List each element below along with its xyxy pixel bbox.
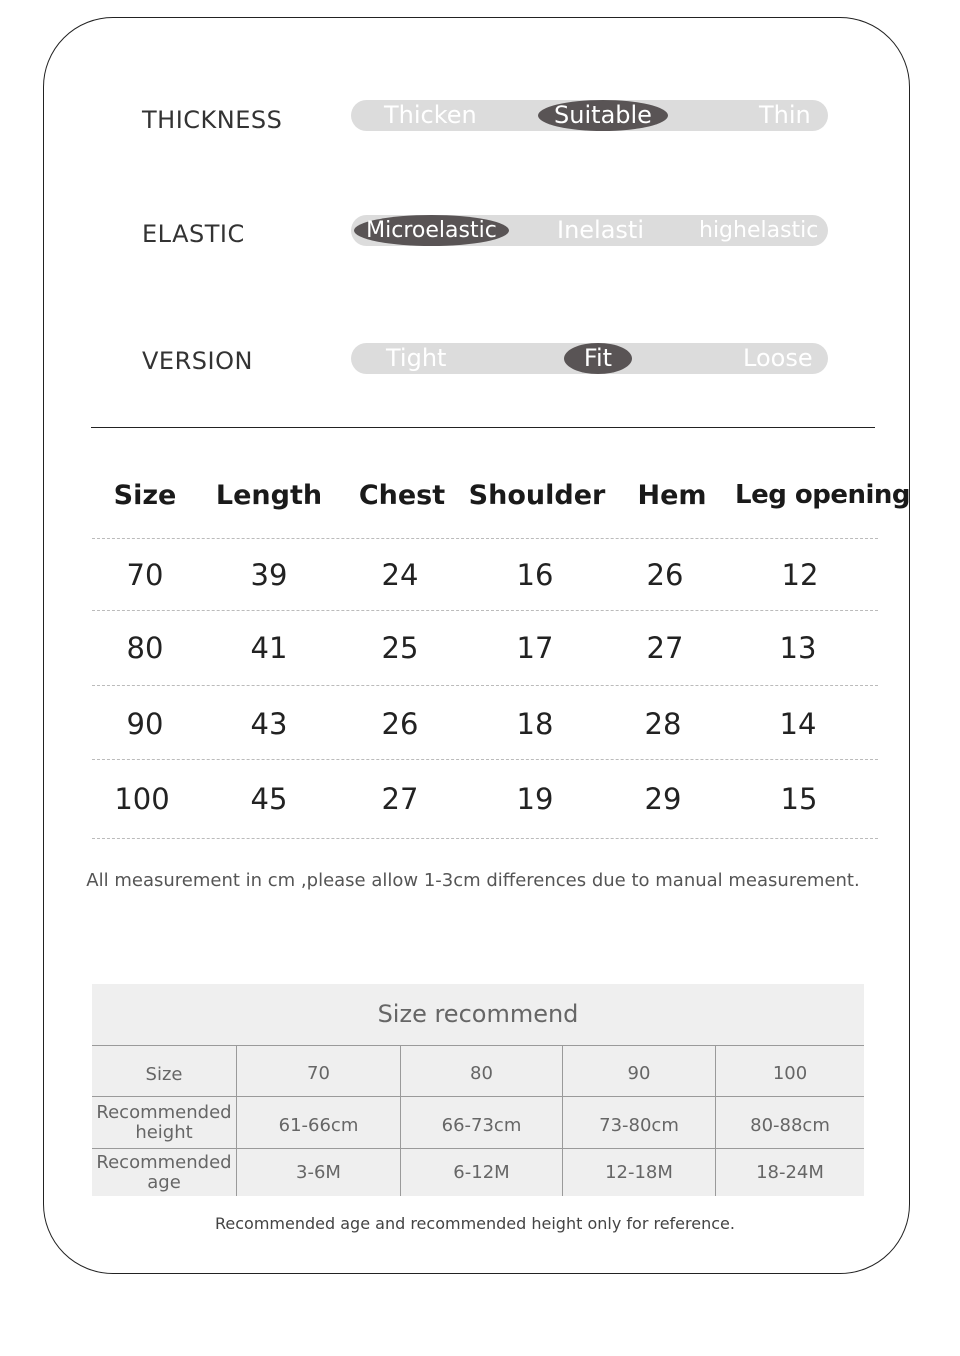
recommend-cell: 80-88cm bbox=[750, 1114, 830, 1136]
version-option-loose: Loose bbox=[743, 344, 813, 372]
column-header-size: Size bbox=[113, 480, 177, 511]
elastic-option-microelastic: Microelastic bbox=[354, 215, 509, 246]
table-cell: 27 bbox=[381, 782, 419, 816]
recommend-cell: 80 bbox=[470, 1062, 493, 1084]
row-divider bbox=[92, 610, 878, 611]
table-cell: 90 bbox=[126, 707, 164, 741]
elastic-scale bbox=[351, 215, 828, 246]
row-divider bbox=[92, 538, 878, 539]
table-cell: 17 bbox=[516, 631, 554, 665]
table-cell: 12 bbox=[781, 558, 819, 592]
table-cell: 29 bbox=[644, 782, 682, 816]
table-cell: 80 bbox=[126, 631, 164, 665]
version-label: VERSION bbox=[142, 347, 253, 375]
column-header-leg-opening: Leg opening bbox=[735, 480, 911, 510]
version-option-fit: Fit bbox=[564, 343, 632, 374]
table-cell: 41 bbox=[250, 631, 288, 665]
row-divider bbox=[92, 685, 878, 686]
column-header-length: Length bbox=[215, 480, 323, 511]
table-cell: 28 bbox=[644, 707, 682, 741]
recommend-cell: 18-24M bbox=[756, 1161, 824, 1183]
measurement-note: All measurement in cm ,please allow 1-3cm differences due to manual measurement. bbox=[86, 870, 860, 891]
table-cell: 16 bbox=[516, 558, 554, 592]
elastic-label: ELASTIC bbox=[142, 220, 245, 248]
elastic-option-inelastic: Inelasti bbox=[557, 216, 645, 244]
size-recommend-title: Size recommend bbox=[377, 1000, 579, 1028]
recommend-cell: 90 bbox=[627, 1062, 651, 1084]
table-cell: 18 bbox=[516, 707, 554, 741]
table-cell: 70 bbox=[126, 558, 164, 592]
recommend-cell: 70 bbox=[307, 1062, 330, 1084]
recommend-cell: 73-80cm bbox=[599, 1114, 679, 1136]
thickness-label: THICKNESS bbox=[142, 106, 283, 134]
row-divider bbox=[92, 838, 878, 839]
elastic-option-highelastic: highelastic bbox=[699, 218, 819, 243]
version-scale bbox=[351, 343, 828, 374]
grid-line bbox=[92, 1045, 864, 1046]
row-divider bbox=[92, 759, 878, 760]
table-cell: 100 bbox=[114, 782, 170, 816]
size-recommend-grid bbox=[92, 1045, 864, 1196]
version-option-tight: Tight bbox=[386, 344, 447, 372]
recommend-cell: 66-73cm bbox=[441, 1114, 522, 1136]
recommend-cell: 12-18M bbox=[605, 1161, 673, 1183]
thickness-option-thicken: Thicken bbox=[384, 101, 477, 129]
thickness-option-thin: Thin bbox=[759, 101, 811, 129]
table-cell: 25 bbox=[381, 631, 419, 665]
size-recommend-table bbox=[92, 984, 864, 1196]
thickness-option-suitable: Suitable bbox=[538, 100, 668, 131]
table-cell: 13 bbox=[779, 631, 817, 665]
recommend-row-label: Recommended age bbox=[96, 1151, 232, 1193]
column-header-shoulder: Shoulder bbox=[468, 480, 606, 511]
recommend-row-label: Recommended height bbox=[96, 1101, 232, 1143]
table-cell: 24 bbox=[381, 558, 419, 592]
recommend-row-label: Size bbox=[145, 1063, 183, 1085]
recommend-cell: 3-6M bbox=[296, 1161, 341, 1183]
section-divider bbox=[91, 427, 875, 428]
table-cell: 45 bbox=[250, 782, 288, 816]
table-cell: 39 bbox=[250, 558, 288, 592]
table-cell: 27 bbox=[646, 631, 684, 665]
reference-note: Recommended age and recommended height only for reference. bbox=[215, 1214, 735, 1233]
table-cell: 15 bbox=[780, 782, 818, 816]
recommend-cell: 100 bbox=[772, 1062, 808, 1084]
thickness-scale bbox=[351, 100, 828, 131]
recommend-cell: 6-12M bbox=[453, 1161, 510, 1183]
table-cell: 26 bbox=[646, 558, 684, 592]
recommend-cell: 61-66cm bbox=[278, 1114, 359, 1136]
column-header-chest: Chest bbox=[358, 480, 446, 511]
table-cell: 26 bbox=[381, 707, 419, 741]
column-header-hem: Hem bbox=[637, 480, 707, 511]
table-cell: 19 bbox=[516, 782, 554, 816]
table-cell: 43 bbox=[250, 707, 288, 741]
table-cell: 14 bbox=[779, 707, 817, 741]
